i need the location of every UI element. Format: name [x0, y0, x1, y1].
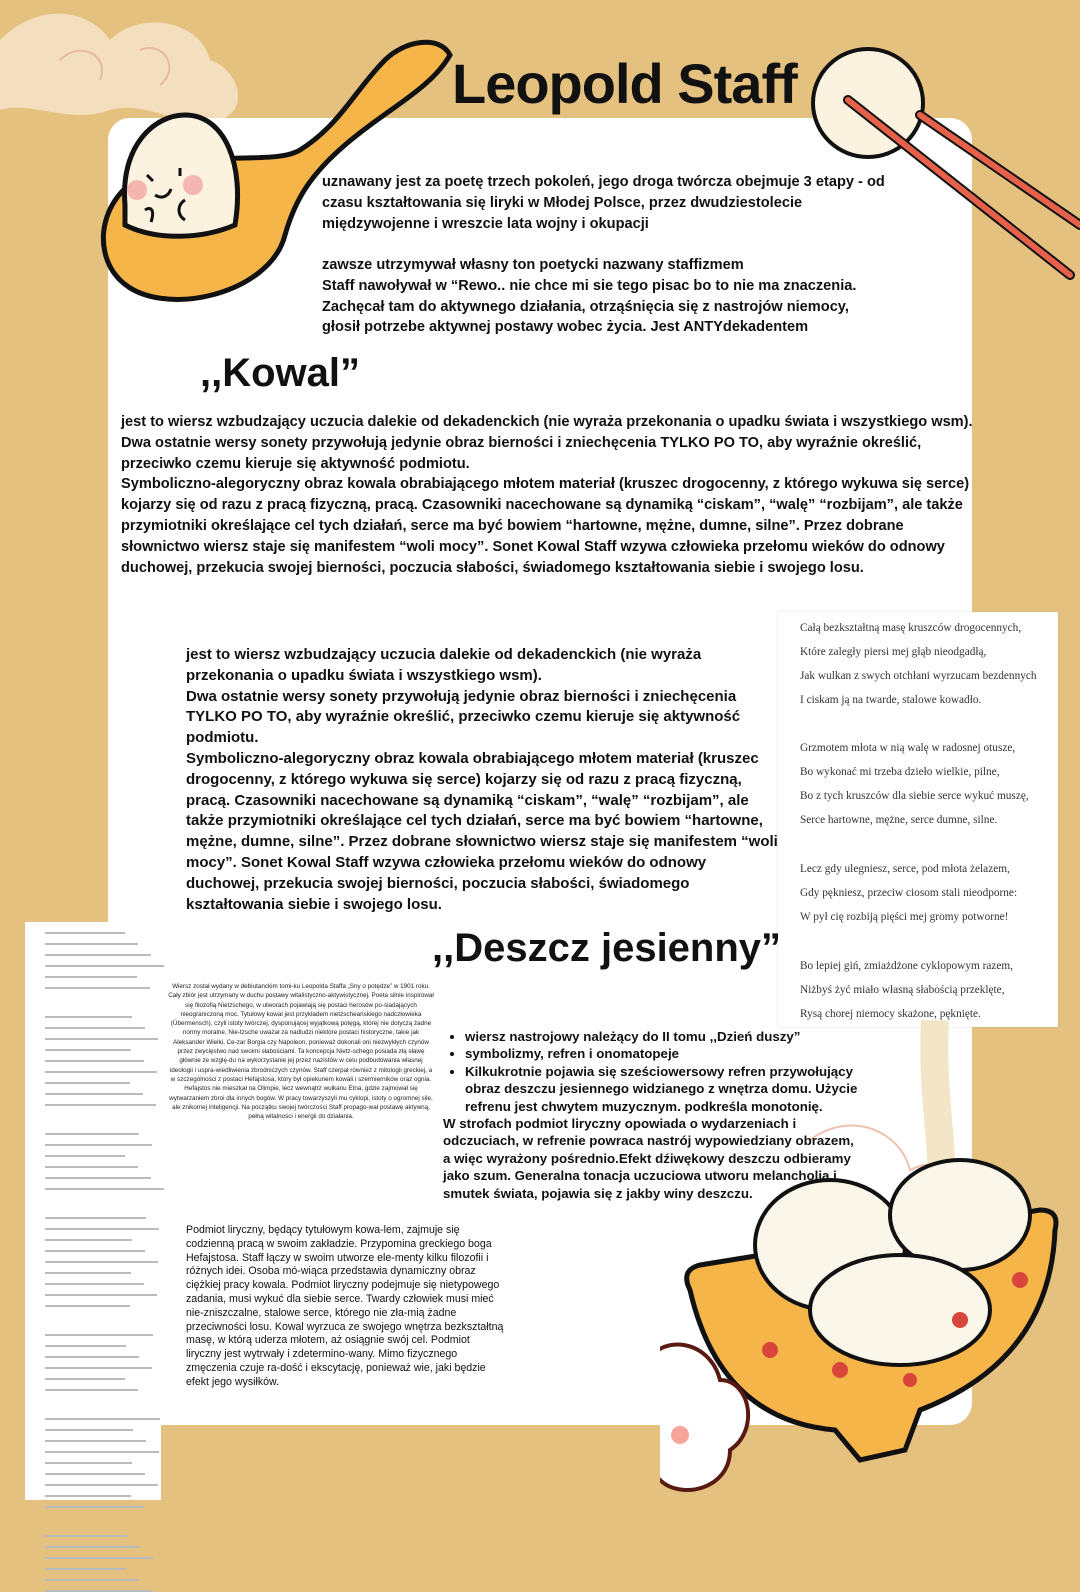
poem-line: Niżbyś żyć miało własną słabością przeklęte,	[800, 984, 1005, 996]
poem-line: Serce hartowne, mężne, serce dumne, silne.	[800, 814, 998, 826]
thumbnail-text-line	[45, 1060, 144, 1062]
deszcz-paragraph: W strofach podmiot liryczny opowiada o wydarzeniach i odczuciach, w refrenie powraca nastrój wypowiedziany obrazem, a więc wyrażony pośrednio.Efekt dźiwękowy deszczu odbieramy jako szum. Generalna tonacja uczuciowa utworu melancholia i smutek świata, pojawia się z jakby winy deszczu.	[443, 1116, 854, 1201]
intro-line: Staff nawoływał w “Rewo.. nie chce mi sie tego pisac bo to nie ma znaczenia.	[322, 277, 857, 294]
thumbnail-text-line	[45, 1294, 157, 1296]
thumbnail-text-line	[45, 1188, 164, 1190]
thumbnail-text-line	[45, 1049, 131, 1051]
poem-line: Lecz gdy ulegniesz, serce, pod młota żelazem,	[800, 863, 1010, 875]
thumbnail-text-line	[45, 1535, 127, 1537]
thumbnail-text-line	[45, 987, 150, 989]
intro-paragraph: uznawany jest za poetę trzech pokoleń, jego droga twórcza obejmuje 3 etapy - od czasu kształtowania się liryki w Młodej Polsce, przez dwudziestolecie międzywojenne i wreszcie lata wojny i okupacji	[322, 174, 885, 232]
thumbnail-text-line	[45, 1557, 153, 1559]
thumbnail-text-line	[45, 965, 164, 967]
kowal-context-note: Wiersz został wydany w debiutanckim tomi-ku Leopolda Staffa „Sny o potędze” w 1901 roku. Cały zbiór jest utrzymany w duchu postawy witalistyczno-aktywistycznej. Poeta silnie inspirował się filozofią Nietzschego, w utworach pojawiają się postaci herosów po-siadających nieograniczoną moc. Tytułowy kowal jest przykładem nietzscheańskiego nadczłowieka (Übermensch), czyli istoty twórczej, dysponującej wyjątkową potęgą, której nie dotyczą żadne normy moralne. Nie-tzsche uważał za nadludzi niektóre postaci historyczne, takie jak Aleksander Wielki, Ce-zar Borgia czy Napoleon, ponieważ dokonali oni niezwykłych czynów przez zwycięstwo nad swoimi słabościami. Ta koncepcja Nietz-schego posiada złą sławę głównie ze wzglę-du na wykorzystanie jej przez nazistów w celu podbudowania własnej ideologii i uspra-wiedliwienia zbrodniczych czynów. Staff czerpał również z mitologii greckiej, a w szczególności z postaci Hefajstosa, który był opiekunem kowali i szermierników oraz ognia. Hefajstos nie mieszkał na Olimpie, lecz wewnątrz wulkanu Etna, gdzie zajmował się wytwarzaniem zbroi dla innych bogów. W pracy towarzyszyli mu cyklopi, istoty o ogromnej sile, ale znikomej inteligencji. Na początku swojej twórczości Staff propago-wał postawę aktywną, pełną witalności i energii do działania.	[168, 983, 434, 1121]
intro-line: zawsze utrzymywał własny ton poetycki nazwany staffizmem	[322, 257, 744, 273]
poem-line: Rysą chorej niemocy skażone, pęknięte.	[800, 1008, 981, 1020]
thumbnail-text-line	[45, 1038, 158, 1040]
thumbnail-text-line	[45, 1082, 130, 1084]
thumbnail-text-line	[45, 954, 151, 956]
poem-line: Które zaległy piersi mej głąb nieodgadłą,	[800, 646, 987, 658]
bullet-item: • Kilkukrotnie pojawia się sześciowersowy refren przywołujący obraz deszczu jesiennego widzianego z wnętrza domu. Użycie refrenu jest chwytem muzycznym. podkreśla monotonię.	[465, 1063, 863, 1115]
thumbnail-text-line	[45, 1016, 132, 1018]
intro-line: głosił potrzebe aktywnej postawy wobec życia. Jest ANTYdekadentem	[322, 319, 809, 336]
thumbnail-text-line	[45, 1345, 126, 1347]
thumbnail-text-line	[45, 1217, 146, 1219]
thumbnail-text-line	[45, 1429, 133, 1431]
poem-thumbnail-image	[25, 922, 161, 1500]
thumbnail-text-line	[45, 1495, 131, 1497]
poem-line: I ciskam ją na twarde, stalowe kowadło.	[800, 694, 982, 706]
thumbnail-text-line	[45, 1272, 131, 1274]
thumbnail-text-line	[45, 1093, 143, 1095]
kowal-paragraph: jest to wiersz wzbudzający uczucia dalekie od dekadenckich (nie wyraża przekonania o upadku świata i wszystkiego wsm). Dwa ostatnie wersy sonety przywołują jedynie obraz bierności i zniechęcenia TYLKO PO TO, aby wyraźnie określić, przeciwko czemu kieruje się aktywność podmiotu. Symboliczno-alegoryczny obraz kowala obrabiającego młotem materiał (kruszec drogocenny, z którego wykuwa się serce) kojarzy się od razu z pracą fizyczną, pracą. Czasowniki nacechowane są dynamiką “ciskam”, “walę” “rozbijam”, ale także przymiotniki określające cel tych działań, serce ma być bowiem “hartowne, mężne, dumne, silne”. Przez dobrane słownictwo wiersz staje się manifestem “woli mocy”. Sonet Kowal Staff wzywa człowieka przełomu wieków do odnowy duchowej, przekucia swojej bierności, poczucia słabości, świadomego kształtowania siebie i swojego losu.	[121, 414, 973, 576]
kowal-paragraph-repeat: jest to wiersz wzbudzający uczucia dalekie od dekadenckich (nie wyraża przekonania o upadku świata i wszystkiego wsm). Dwa ostatnie wersy sonety przywołują jedynie obraz bierności i zniechęcenia TYLKO PO TO, aby wyraźnie określić, przeciwko czemu kieruje się aktywność podmiotu. Symboliczno-alegoryczny obraz kowala obrabiającego młotem materiał (kruszec drogocenny, z którego wykuwa się serce) kojarzy się od razu z pracą fizyczną, pracą. Czasowniki nacechowane są dynamiką “ciskam”, “walę” “rozbijam”, ale także przymiotniki określające cel tych działań, serce ma być bowiem “hartowne, mężne, dumne, silne”. Przez dobrane słownictwo wiersz staje się manifestem “woli mocy”. Sonet Kowal Staff wzywa człowieka przełomu wieków do odnowy duchowej, przekucia swojej bierności, poczucia słabości, świadomego kształtowania siebie i swojego losu.	[186, 646, 778, 913]
chopsticks-dumpling-illustration	[800, 45, 1080, 285]
thumbnail-text-line	[45, 1261, 158, 1263]
deszcz-notes	[443, 1028, 863, 1202]
thumbnail-text-line	[45, 1334, 153, 1336]
thumbnail-text-line	[45, 1462, 132, 1464]
thumbnail-text-line	[45, 1239, 132, 1241]
thumbnail-text-line	[45, 1367, 152, 1369]
deszcz-heading: ,,Deszcz jesienny”	[432, 926, 782, 970]
thumbnail-text-line	[45, 1451, 159, 1453]
thumbnail-text-line	[45, 1027, 145, 1029]
poem-line: Gdy pękniesz, przeciw ciosom stali nieodporne:	[800, 887, 1018, 899]
thumbnail-text-line	[45, 1166, 138, 1168]
thumbnail-text-line	[45, 1568, 126, 1570]
kowal-speaker-note: Podmiot liryczny, będący tytułowym kowa-lem, zajmuje się codzienną pracą w swoim zakładzie. Przypomina greckiego boga Hefajstosa. Staff łączy w swoim utworze ele-menty kilku filozofii i różnych idei. Osoba mó-wiąca przedstawia dynamiczny obraz ciężkiej pracy kowala. Podmiot liryczny podejmuje się nietypowego zadania, musi wykuć dla siebie serce. Twardy człowiek musi mieć nie-zniszczalne, stalowe serce, którego nie zła-mią żadne przeciwności losu. Kowal wyrzuca ze swojego wnętrza bezkształtną masę, w którą uderza młotem, aż osiągnie swój cel. Podmiot liryczny jest wytrwały i zdetermino-wany. Mimo fizycznego zmęczenia czuje ra-dość i ekscytację, ponieważ wie, jaki będzie efekt jego wysiłków.	[186, 1224, 504, 1388]
intro-block	[322, 255, 922, 338]
poem-line: W pył cię rozbiją pięści mej gromy potworne!	[800, 911, 1009, 923]
poem-line: Grzmotem młota w nią walę w radosnej otusze,	[800, 742, 1016, 754]
thumbnail-text-line	[45, 932, 125, 934]
poem-line: Całą bezkształtną masę kruszców drogocennych,	[800, 622, 1022, 634]
thumbnail-text-line	[45, 1283, 144, 1285]
thumbnail-text-line	[45, 1378, 125, 1380]
thumbnail-text-line	[45, 1356, 139, 1358]
thumbnail-text-line	[45, 1506, 144, 1508]
poem-line: Bo wykonać mi trzeba dzieło wielkie, pilne,	[800, 766, 1000, 778]
page-title: Leopold Staff	[452, 52, 797, 115]
thumbnail-text-line	[45, 1133, 139, 1135]
thumbnail-text-line	[45, 1305, 130, 1307]
thumbnail-text-line	[45, 1144, 152, 1146]
bullet-item: • wiersz nastrojowy należący do II tomu ,,Dzień duszy”	[465, 1028, 863, 1045]
kowal-poem-image	[778, 612, 1058, 1027]
poem-line: Bo lepiej giń, zmiażdżone cyklopowym razem,	[800, 960, 1014, 972]
thumbnail-text-line	[45, 1418, 160, 1420]
thumbnail-text-line	[45, 1484, 158, 1486]
thumbnail-text-line	[45, 1228, 159, 1230]
thumbnail-text-line	[45, 1155, 125, 1157]
thumbnail-text-line	[45, 1546, 140, 1548]
thumbnail-text-line	[45, 976, 137, 978]
thumbnail-text-line	[45, 1250, 145, 1252]
bullet-item: • symbolizmy, refren i onomatopeje	[465, 1045, 863, 1062]
thumbnail-text-line	[45, 1177, 151, 1179]
thumbnail-text-line	[45, 1389, 138, 1391]
thumbnail-text-line	[45, 1071, 157, 1073]
thumbnail-text-line	[45, 1104, 156, 1106]
poem-line: Bo z tych kruszców dla siebie serce wykuć muszę,	[800, 790, 1029, 802]
thumbnail-text-line	[45, 1440, 146, 1442]
thumbnail-text-line	[45, 943, 138, 945]
thumbnail-text-line	[45, 1579, 139, 1581]
intro-line: Zachęcał tam do aktywnego działania, otrząśnięcia się z nastrojów niemocy,	[322, 298, 849, 315]
deszcz-bullet-list	[443, 1028, 863, 1115]
kowal-heading: ,,Kowal”	[200, 351, 361, 395]
poem-line: Jak wulkan z swych otchłani wyrzucam bezdennych	[800, 670, 1037, 682]
thumbnail-text-line	[45, 1473, 145, 1475]
